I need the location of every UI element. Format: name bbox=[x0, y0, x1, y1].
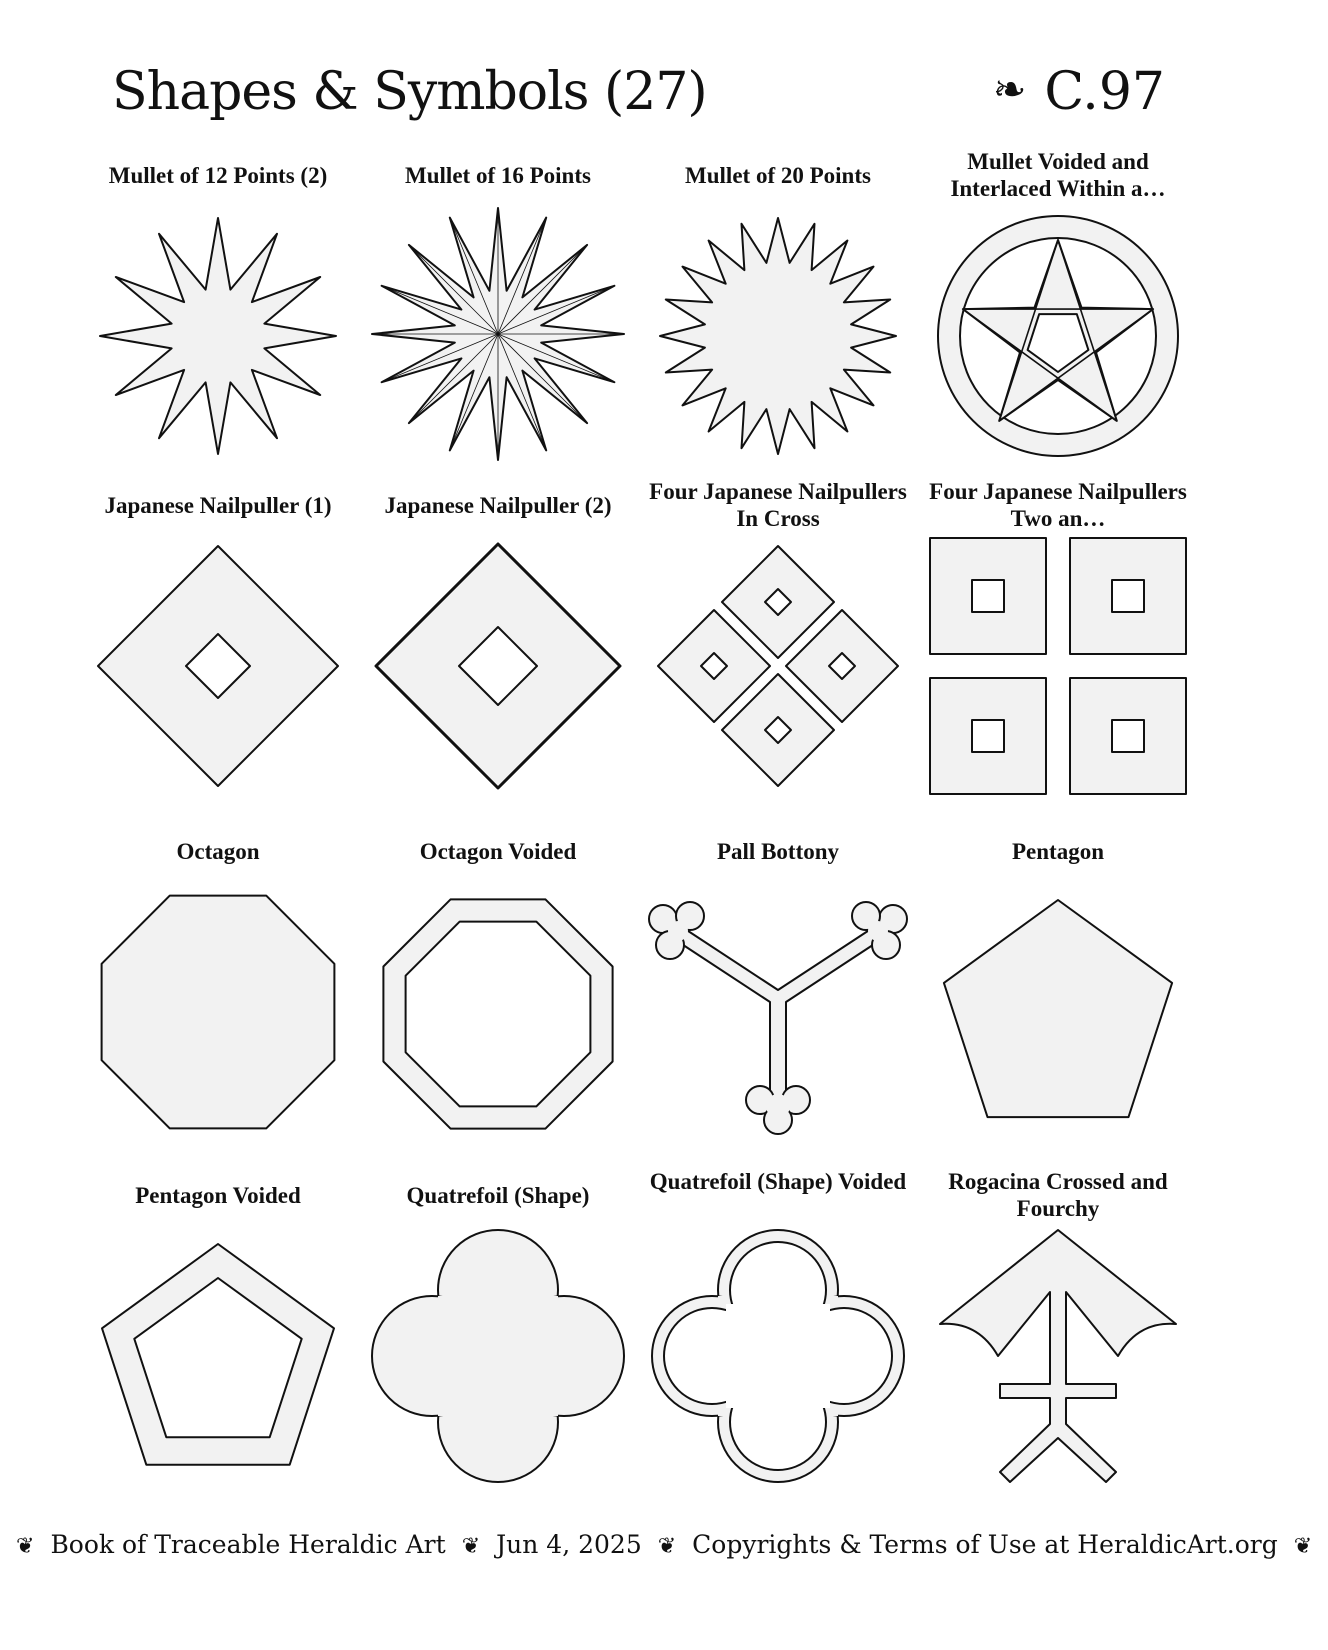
symbol-card[interactable] bbox=[78, 150, 358, 490]
symbol-label: Mullet of 12 Points (2) bbox=[108, 163, 328, 188]
nailpullers-grid-icon bbox=[928, 536, 1188, 796]
fleuron-icon: ❦ bbox=[1293, 1534, 1313, 1559]
pentagon-voided-icon bbox=[88, 1226, 348, 1486]
symbol-card[interactable] bbox=[358, 480, 638, 820]
page-title: Shapes & Symbols (27) bbox=[112, 62, 707, 122]
symbol-label: Mullet Voided and Interlaced Within a… bbox=[950, 149, 1166, 201]
mullet-20-icon bbox=[648, 206, 908, 466]
mullet-16-icon bbox=[368, 206, 628, 466]
pentacle-icon bbox=[928, 206, 1188, 466]
symbol-label: Four Japanese Nailpullers Two an… bbox=[929, 479, 1187, 531]
symbol-card[interactable] bbox=[78, 826, 358, 1166]
octagon-icon bbox=[88, 882, 348, 1142]
symbol-card[interactable] bbox=[638, 150, 918, 490]
quatrefoil-voided-icon bbox=[648, 1226, 908, 1486]
symbol-card[interactable] bbox=[918, 1170, 1198, 1510]
symbol-label: Mullet of 16 Points bbox=[405, 163, 591, 188]
symbol-label: Pentagon Voided bbox=[135, 1183, 301, 1208]
nailpullers-cross-icon bbox=[648, 536, 908, 796]
page-header bbox=[0, 0, 1275, 150]
fleuron-icon: ❦ bbox=[461, 1534, 481, 1559]
nailpuller-2-icon bbox=[368, 536, 628, 796]
symbol-label: Four Japanese Nailpullers In Cross bbox=[649, 479, 907, 531]
symbol-card[interactable] bbox=[638, 826, 918, 1166]
page-code bbox=[993, 62, 1165, 122]
plate-code: C.97 bbox=[1044, 62, 1165, 122]
fleuron-icon: ❦ bbox=[657, 1534, 677, 1559]
symbol-card[interactable] bbox=[358, 150, 638, 490]
symbol-card[interactable] bbox=[918, 150, 1198, 490]
page-footer bbox=[0, 1530, 1313, 1559]
symbol-card[interactable] bbox=[78, 1170, 358, 1510]
symbol-card[interactable] bbox=[638, 480, 918, 820]
rogacina-icon bbox=[928, 1226, 1188, 1486]
symbol-label: Rogacina Crossed and Fourchy bbox=[948, 1169, 1168, 1221]
octagon-voided-icon bbox=[368, 882, 628, 1142]
symbol-label: Japanese Nailpuller (2) bbox=[384, 493, 612, 518]
copyright-link[interactable]: Copyrights & Terms of Use at HeraldicArt.org bbox=[692, 1530, 1278, 1559]
symbol-label: Pall Bottony bbox=[716, 839, 840, 864]
symbol-label: Quatrefoil (Shape) Voided bbox=[649, 1169, 907, 1194]
mullet-12-icon bbox=[88, 206, 348, 466]
symbol-card[interactable] bbox=[918, 826, 1198, 1166]
book-title: Book of Traceable Heraldic Art bbox=[50, 1530, 446, 1559]
publish-date: Jun 4, 2025 bbox=[496, 1530, 642, 1559]
symbol-label: Mullet of 20 Points bbox=[685, 163, 871, 188]
quatrefoil-icon bbox=[368, 1226, 628, 1486]
symbol-card[interactable] bbox=[358, 1170, 638, 1510]
symbol-label: Octagon bbox=[176, 839, 260, 864]
symbol-label: Pentagon bbox=[1012, 839, 1104, 864]
pentagon-icon bbox=[928, 882, 1188, 1142]
fleuron-icon: ❦ bbox=[16, 1534, 35, 1559]
symbol-card[interactable] bbox=[638, 1170, 918, 1510]
pall-bottony-icon bbox=[648, 882, 908, 1142]
symbol-label: Octagon Voided bbox=[419, 839, 577, 864]
symbol-card[interactable] bbox=[78, 480, 358, 820]
fleuron-icon: ❧ bbox=[992, 67, 1027, 113]
nailpuller-1-icon bbox=[88, 536, 348, 796]
symbol-label: Quatrefoil (Shape) bbox=[406, 1183, 590, 1208]
symbol-card[interactable] bbox=[358, 826, 638, 1166]
symbol-card[interactable] bbox=[918, 480, 1198, 820]
symbol-label: Japanese Nailpuller (1) bbox=[104, 493, 332, 518]
